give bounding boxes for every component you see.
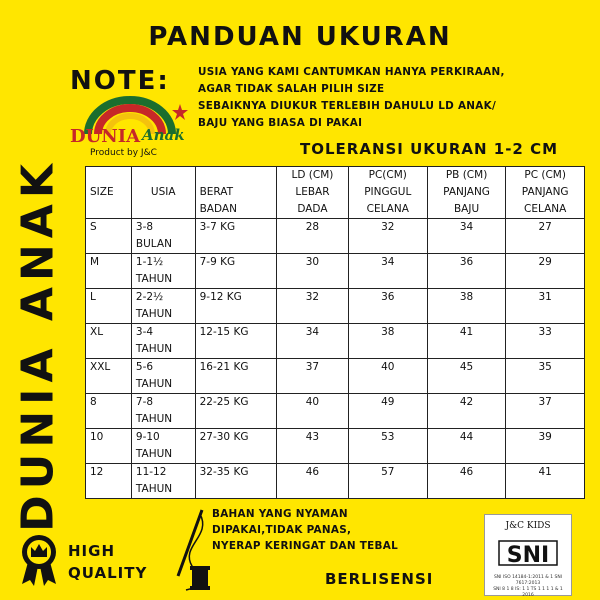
- berat-cell: 27-30 KG: [195, 429, 277, 464]
- panjang-celana-cell: 39: [506, 429, 585, 464]
- table-body: [86, 219, 585, 499]
- ld-cell: 37: [277, 359, 349, 394]
- usia-cell: [131, 394, 195, 429]
- pinggul-cell: 49: [348, 394, 427, 429]
- ld-cell: 34: [277, 324, 349, 359]
- usia-line: 3-4: [135, 326, 154, 338]
- vertical-brand-label: DUNIA ANAK: [12, 158, 64, 532]
- usia-line: 11-12: [135, 466, 167, 478]
- quality-line: HIGH: [68, 542, 116, 560]
- panjang-baju-cell: 34: [427, 219, 506, 254]
- quality-line: QUALITY: [68, 564, 148, 582]
- vertical-brand-text: [8, 110, 68, 580]
- sni-mark-text: SNI: [506, 543, 550, 568]
- size-cell: L: [86, 289, 132, 324]
- logo-word-anak: Anak: [142, 126, 185, 144]
- header-pinggul: [348, 167, 427, 219]
- usia-cell: [131, 289, 195, 324]
- header-line: BAJU: [453, 203, 480, 215]
- high-quality-text: [68, 540, 147, 584]
- material-description: [212, 506, 452, 554]
- size-cell: M: [86, 254, 132, 289]
- material-line: BAHAN YANG NYAMAN: [212, 508, 348, 520]
- brand-logo: [68, 96, 198, 166]
- panjang-celana-cell: 37: [506, 394, 585, 429]
- pinggul-cell: 53: [348, 429, 427, 464]
- pinggul-cell: 57: [348, 464, 427, 499]
- usia-line: TAHUN: [135, 308, 173, 320]
- panjang-baju-cell: 38: [427, 289, 506, 324]
- medal-crown-icon: [14, 528, 64, 588]
- header-line: LD (CM): [291, 169, 334, 181]
- panjang-celana-cell: 35: [506, 359, 585, 394]
- table-row: [86, 359, 585, 394]
- size-cell: XL: [86, 324, 132, 359]
- size-chart-table: [85, 166, 585, 499]
- berat-cell: 16-21 KG: [195, 359, 277, 394]
- usia-line: 7-8: [135, 396, 154, 408]
- tolerance-note: TOLERANSI UKURAN 1-2 CM: [300, 140, 559, 158]
- panjang-celana-cell: 27: [506, 219, 585, 254]
- berat-cell: 9-12 KG: [195, 289, 277, 324]
- table-row: [86, 394, 585, 429]
- table-header-row: [86, 167, 585, 219]
- pinggul-cell: 38: [348, 324, 427, 359]
- panjang-celana-cell: 41: [506, 464, 585, 499]
- berat-cell: 22-25 KG: [195, 394, 277, 429]
- usia-cell: [131, 359, 195, 394]
- usia-line: 5-6: [135, 361, 154, 373]
- table-row: [86, 324, 585, 359]
- berat-cell: 3-7 KG: [195, 219, 277, 254]
- sni-certification-badge: [484, 514, 572, 596]
- usia-line: 1-1½: [135, 256, 164, 268]
- header-line: SIZE: [90, 186, 114, 198]
- table-row: [86, 219, 585, 254]
- note-line: BAJU YANG BIASA DI PAKAI: [198, 117, 363, 129]
- ld-cell: 43: [277, 429, 349, 464]
- panjang-baju-cell: 41: [427, 324, 506, 359]
- size-cell: 10: [86, 429, 132, 464]
- usia-line: TAHUN: [135, 273, 173, 285]
- page-title: PANDUAN UKURAN: [148, 22, 452, 52]
- berat-cell: 12-15 KG: [195, 324, 277, 359]
- size-cell: XXL: [86, 359, 132, 394]
- ld-cell: 32: [277, 289, 349, 324]
- sni-code: [489, 575, 567, 599]
- header-panjang-celana: [506, 167, 585, 219]
- note-label: NOTE:: [70, 66, 170, 96]
- pinggul-cell: 40: [348, 359, 427, 394]
- usia-line: TAHUN: [135, 343, 173, 355]
- sni-brand: J&C KIDS: [505, 521, 551, 531]
- header-line: USIA: [150, 186, 176, 198]
- header-line: PINGGUL: [364, 186, 412, 198]
- header-line: PANJANG: [443, 186, 490, 198]
- material-line: NYERAP KERINGAT DAN TEBAL: [212, 540, 399, 552]
- header-usia: [131, 167, 195, 219]
- panjang-baju-cell: 42: [427, 394, 506, 429]
- pinggul-cell: 34: [348, 254, 427, 289]
- pinggul-cell: 36: [348, 289, 427, 324]
- usia-line: 3-8: [135, 221, 154, 233]
- usia-cell: [131, 219, 195, 254]
- size-cell: 8: [86, 394, 132, 429]
- usia-line: TAHUN: [135, 483, 173, 495]
- usia-cell: [131, 324, 195, 359]
- panjang-baju-cell: 44: [427, 429, 506, 464]
- material-line: DIPAKAI,TIDAK PANAS,: [212, 524, 352, 536]
- note-line: AGAR TIDAK SALAH PILIH SIZE: [198, 83, 385, 95]
- usia-line: TAHUN: [135, 448, 173, 460]
- panjang-baju-cell: 45: [427, 359, 506, 394]
- sni-logo-icon: [495, 537, 561, 569]
- usia-cell: [131, 254, 195, 289]
- panjang-celana-cell: 29: [506, 254, 585, 289]
- sni-code-line: SNI 8 1 8 IS: 1 1 TS 1 1 1 1 & 1 2016: [493, 587, 563, 598]
- header-ld: [277, 167, 349, 219]
- usia-line: BULAN: [135, 238, 172, 250]
- licensed-label: BERLISENSI: [325, 570, 434, 588]
- usia-cell: [131, 429, 195, 464]
- size-cell: S: [86, 219, 132, 254]
- pinggul-cell: 32: [348, 219, 427, 254]
- usia-line: 9-10: [135, 431, 160, 443]
- header-berat: [195, 167, 277, 219]
- header-size: [86, 167, 132, 219]
- berat-cell: 7-9 KG: [195, 254, 277, 289]
- table-row: [86, 289, 585, 324]
- header-panjang-baju: [427, 167, 506, 219]
- header-line: CELANA: [524, 203, 567, 215]
- table-row: [86, 254, 585, 289]
- needle-thread-icon: [172, 506, 212, 592]
- header-line: PANJANG: [521, 186, 569, 198]
- header-line: CELANA: [366, 203, 409, 215]
- panjang-celana-cell: 33: [506, 324, 585, 359]
- header-line: PC(CM): [368, 169, 407, 181]
- sni-code-line: SNI ISO 14184-1:2011 & 1 SNI 7617:2013: [493, 575, 563, 586]
- ld-cell: 40: [277, 394, 349, 429]
- header-line: PC (CM): [524, 169, 566, 181]
- ld-cell: 28: [277, 219, 349, 254]
- usia-line: TAHUN: [135, 413, 173, 425]
- panjang-baju-cell: 36: [427, 254, 506, 289]
- ld-cell: 30: [277, 254, 349, 289]
- ld-cell: 46: [277, 464, 349, 499]
- note-line: SEBAIKNYA DIUKUR TERLEBIH DAHULU LD ANAK/: [198, 100, 497, 112]
- berat-cell: 32-35 KG: [195, 464, 277, 499]
- panjang-celana-cell: 31: [506, 289, 585, 324]
- logo-word-dunia: DUNIA: [70, 126, 141, 147]
- note-text: [198, 64, 593, 132]
- header-line: DADA: [297, 203, 328, 215]
- header-line: LEBAR: [295, 186, 330, 198]
- panjang-baju-cell: 46: [427, 464, 506, 499]
- logo-subtitle: Product by J&C: [90, 148, 157, 158]
- usia-cell: [131, 464, 195, 499]
- usia-line: TAHUN: [135, 378, 173, 390]
- table-row: [86, 429, 585, 464]
- high-quality-badge: [14, 528, 164, 588]
- usia-line: 2-2½: [135, 291, 164, 303]
- table-row: [86, 464, 585, 499]
- header-line: BADAN: [199, 203, 237, 215]
- header-line: PB (CM): [445, 169, 488, 181]
- size-cell: 12: [86, 464, 132, 499]
- note-line: USIA YANG KAMI CANTUMKAN HANYA PERKIRAAN,: [198, 66, 505, 78]
- header-line: BERAT: [199, 186, 234, 198]
